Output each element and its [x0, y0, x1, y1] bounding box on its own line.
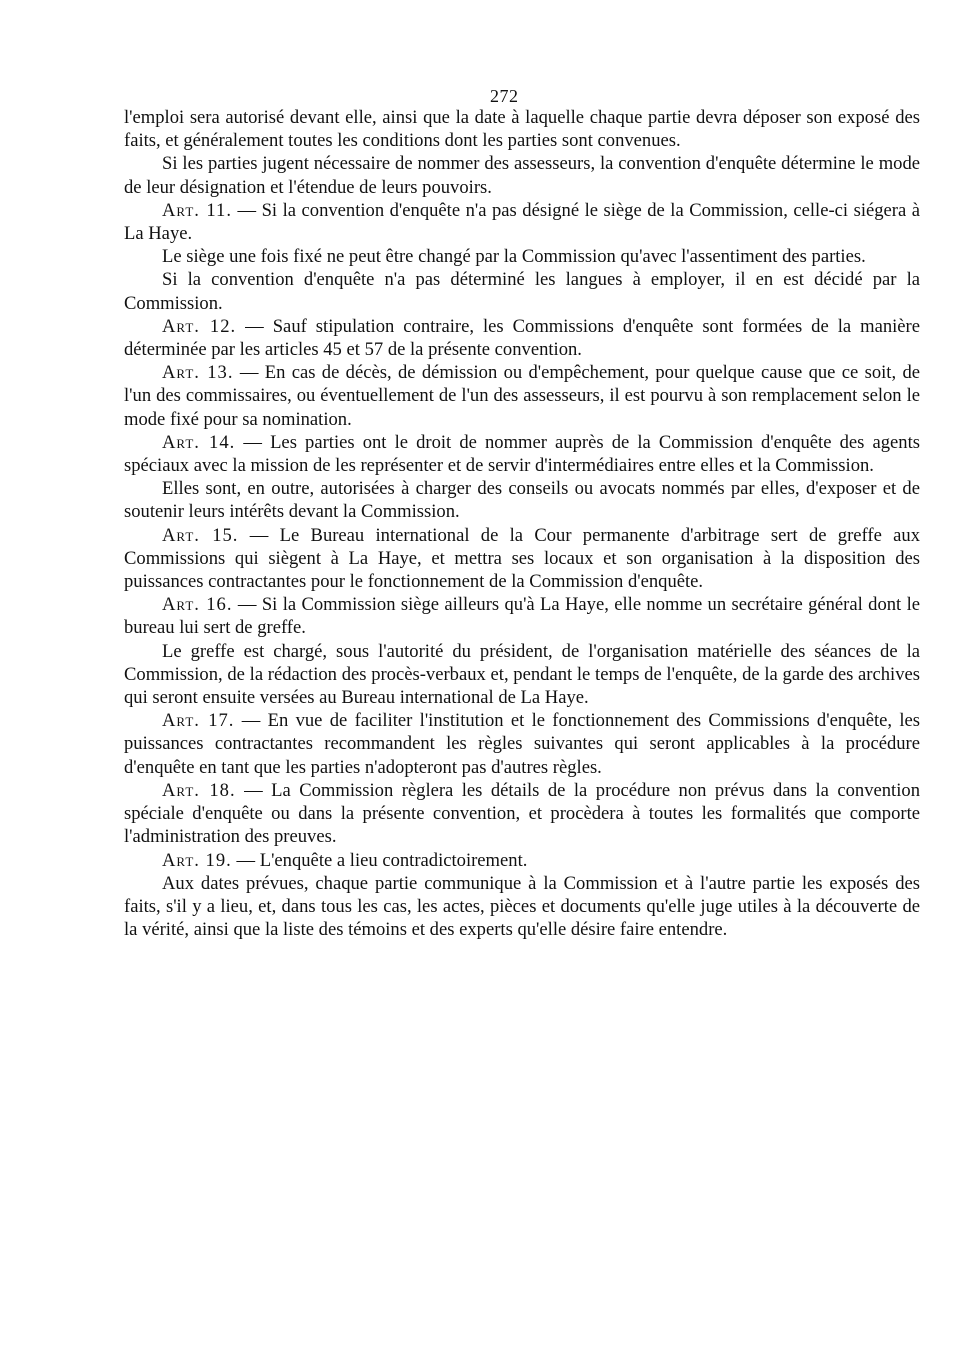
paragraph-text: — Les parties ont le droit de nommer auprès de la Commission d'enquête des agents spéciaux avec la mission de les représenter et de servir d'intermédiaires entre elles et la Commission.: [124, 431, 920, 477]
paragraph-text: Le greffe est chargé, sous l'autorité du président, de l'organisation matérielle des séances de la Commission, de la rédaction des procès-verbaux et, pendant le temps de l'enquête, de la garde des archives qui seront ensuite versées au Bureau international de La Haye.: [124, 640, 920, 709]
article-label: Art. 16.: [162, 594, 233, 616]
article-13: [124, 361, 920, 431]
paragraph-text: — Le Bureau international de la Cour permanente d'arbitrage sert de greffe aux Commissions qui siègent à La Haye, et mettra ses locaux et son organisation à la disposition des puissances contractantes pour le fonctionnement de la Commission d'enquête.: [124, 524, 920, 593]
paragraph-text: — Si la Commission siège ailleurs qu'à La Haye, elle nomme un secrétaire général dont le bureau lui sert de greffe.: [124, 594, 920, 639]
article-label: Art. 18.: [162, 779, 236, 801]
paragraph-assessors: [124, 152, 920, 198]
article-19: [124, 849, 920, 872]
paragraph-text: Si les parties jugent nécessaire de nommer des assesseurs, la convention d'enquête détermine le mode de leur désignation et l'étendue de leurs pouvoirs.: [124, 153, 920, 198]
paragraph-text: — L'enquête a lieu contradictoirement.: [236, 849, 528, 871]
page-number: 272: [490, 86, 519, 106]
paragraph-seat: [124, 245, 920, 268]
article-label: Art. 17.: [162, 710, 235, 732]
paragraph-text: — La Commission règlera les détails de la procédure non prévus dans la convention spéciale d'enquête ou dans la présente convention, et procèdera à toutes les formalités que comporte l'administration des preuves.: [124, 779, 920, 848]
paragraph-languages: [124, 268, 920, 314]
paragraph-text: Aux dates prévues, chaque partie communique à la Commission et à l'autre partie les exposés des faits, s'il y a lieu, et, dans tous les cas, les actes, pièces et documents qu'elle juge utiles à la découverte de la vérité, ainsi que la liste des témoins et des experts qu'elle désire faire entendre.: [124, 872, 920, 941]
article-16: [124, 593, 920, 639]
body-text: [124, 106, 920, 941]
paragraph-text: Le siège une fois fixé ne peut être changé par la Commission qu'avec l'assentiment des parties.: [162, 246, 866, 268]
article-17: [124, 709, 920, 779]
article-label: Art. 13.: [162, 362, 234, 384]
paragraph-continuation: [124, 106, 920, 152]
paragraph-text: Elles sont, en outre, autorisées à charger des conseils ou avocats nommés par elles, d'exposer et de soutenir leurs intérêts devant la Commission.: [124, 478, 920, 523]
article-label: Art. 12.: [162, 315, 237, 337]
paragraph-text: — Si la convention d'enquête n'a pas désigné le siège de la Commission, celle-ci siégera à La Haye.: [124, 199, 920, 245]
article-12: [124, 315, 920, 361]
paragraph-text: Si la convention d'enquête n'a pas déterminé les langues à employer, il en est décidé par la Commission.: [124, 269, 920, 314]
paragraph-text: l'emploi sera autorisé devant elle, ainsi que la date à laquelle chaque partie devra déposer son exposé des faits, et généralement toutes les conditions dont les parties sont convenues.: [124, 107, 920, 152]
article-15: [124, 524, 920, 594]
article-11: [124, 199, 920, 245]
paragraph-text: — En vue de faciliter l'institution et le fonctionnement des Commissions d'enquête, les puissances contractantes recommandent les règles suivantes qui seront applicables à la procédure d'enquête en tant que les parties n'adopteront pas d'autres règles.: [124, 710, 920, 778]
article-label: Art. 11.: [162, 199, 232, 221]
paragraph-text: — Sauf stipulation contraire, les Commissions d'enquête sont formées de la manière déterminée par les articles 45 et 57 de la présente convention.: [124, 315, 920, 361]
article-label: Art. 15.: [162, 524, 239, 546]
paragraph-counsel: [124, 477, 920, 523]
article-18: [124, 779, 920, 849]
article-label: Art. 14.: [162, 431, 236, 453]
article-14: [124, 431, 920, 477]
paragraph-registry: [124, 640, 920, 710]
paragraph-evidence: [124, 872, 920, 942]
article-label: Art. 19.: [162, 849, 232, 871]
paragraph-text: — En cas de décès, de démission ou d'empêchement, pour quelque cause que ce soit, de l'un des commissaires, ou éventuellement de l'un des assesseurs, il est pourvu à son remplacement selon le mode fixé pour sa nomination.: [124, 362, 920, 430]
